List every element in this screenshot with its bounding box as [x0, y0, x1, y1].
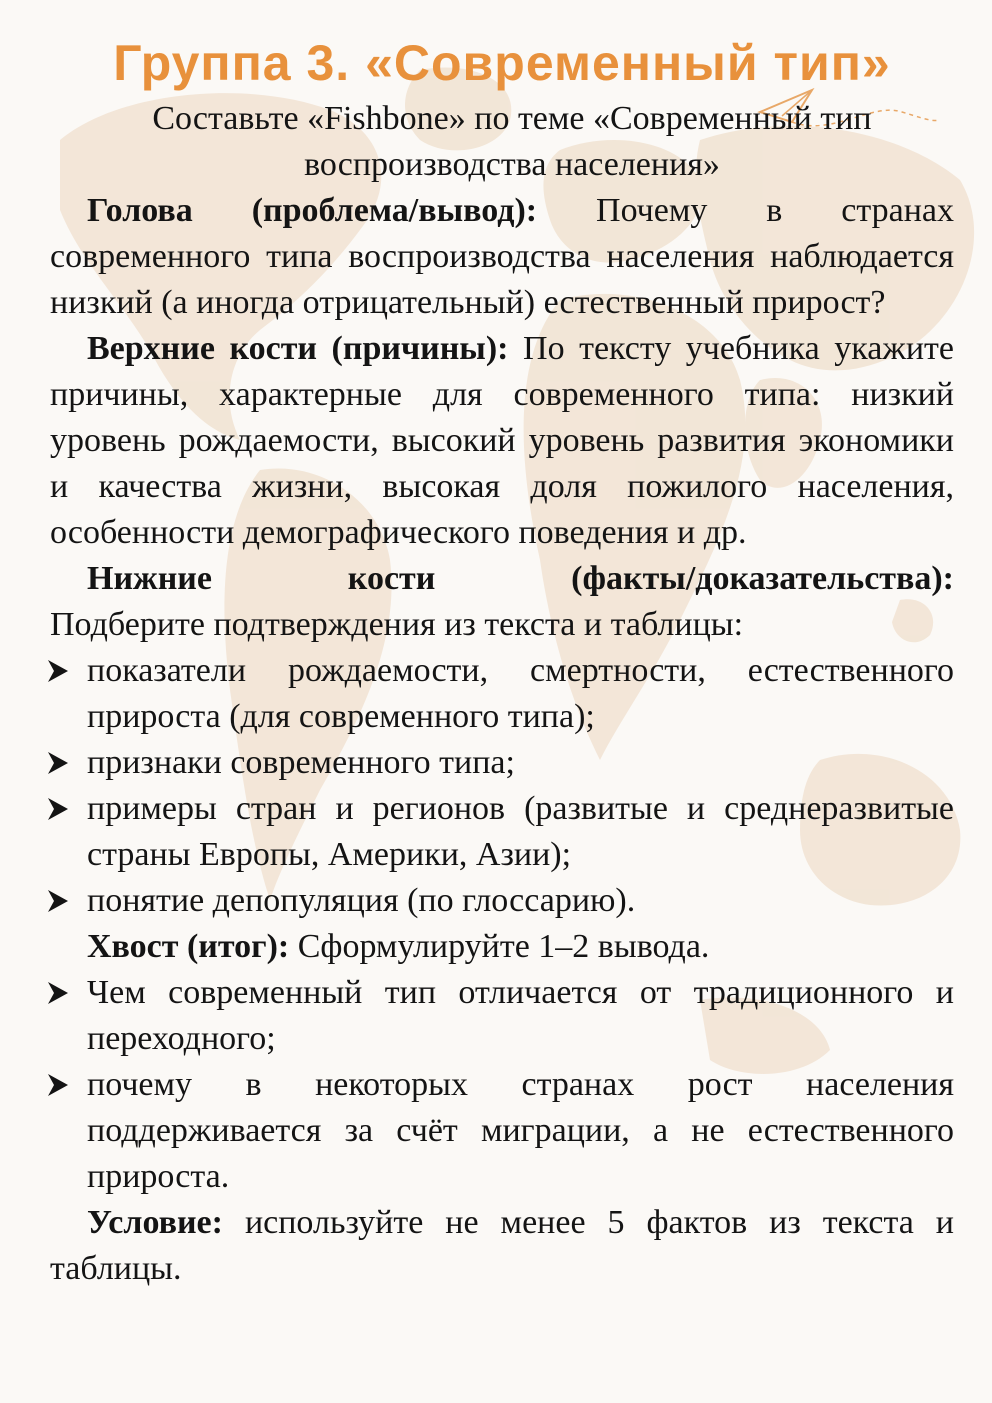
arrow-bullet-icon — [44, 786, 74, 832]
list-item-text: примеры стран и регионов (развитые и среднеразвитые страны Европы, Америки, Азии); — [87, 790, 954, 873]
head-section — [50, 188, 954, 326]
list-item — [50, 740, 954, 786]
condition-text: используйте не менее 5 фактов из текста и таблицы. — [50, 1204, 954, 1287]
list-item-text: понятие депопуляция (по глоссарию). — [87, 882, 636, 919]
page-title: Группа 3. «Современный тип» — [113, 35, 891, 91]
upper-bones-section — [50, 326, 954, 556]
list-item — [50, 878, 954, 924]
lower-bones-label-line — [50, 556, 954, 602]
arrow-bullet-icon — [44, 970, 74, 1016]
arrow-bullet-icon — [44, 1062, 74, 1108]
list-item-text: Чем современный тип отличается от традиционного и переходного; — [87, 974, 954, 1057]
lower-bones-list — [50, 648, 954, 924]
list-item — [50, 786, 954, 878]
tail-section — [50, 924, 954, 970]
arrow-bullet-icon — [44, 740, 74, 786]
condition-label: Условие: — [87, 1204, 223, 1241]
arrow-bullet-icon — [44, 878, 74, 924]
list-item — [50, 970, 954, 1062]
tail-list — [50, 970, 954, 1200]
list-item-text: почему в некоторых странах рост населения поддерживается за счёт миграции, а не естественного прироста. — [87, 1066, 954, 1195]
arrow-bullet-icon — [44, 648, 74, 694]
head-text: Почему в странах современного типа воспроизводства населения наблюдается низкий (а иногда отрицательный) естественный прирост? — [50, 192, 954, 321]
list-item-text: признаки современного типа; — [87, 744, 515, 781]
lower-bones-text: Подберите подтверждения из текста и таблицы: — [50, 606, 744, 643]
condition-section — [50, 1200, 954, 1292]
head-label: Голова (проблема/вывод): — [87, 192, 538, 229]
task-subtitle: Составьте «Fishbone» по теме «Современный тип воспроизводства населения» — [152, 100, 872, 183]
upper-bones-label: Верхние кости (причины): — [87, 330, 509, 367]
list-item — [50, 1062, 954, 1200]
document-page — [50, 30, 954, 1292]
list-item — [50, 648, 954, 740]
tail-text: Сформулируйте 1–2 вывода. — [289, 928, 710, 965]
upper-bones-text: По тексту учебника укажите причины, характерные для современного типа: низкий уровень рождаемости, высокий уровень развития экономики и качества жизни, высокая доля пожилого населения, особенности демографического поведения и др. — [50, 330, 954, 551]
tail-label: Хвост (итог): — [87, 928, 290, 965]
list-item-text: показатели рождаемости, смертности, естественного прироста (для современного типа); — [87, 652, 954, 735]
lower-bones-label: Нижние кости (факты/доказательства): — [87, 560, 954, 597]
